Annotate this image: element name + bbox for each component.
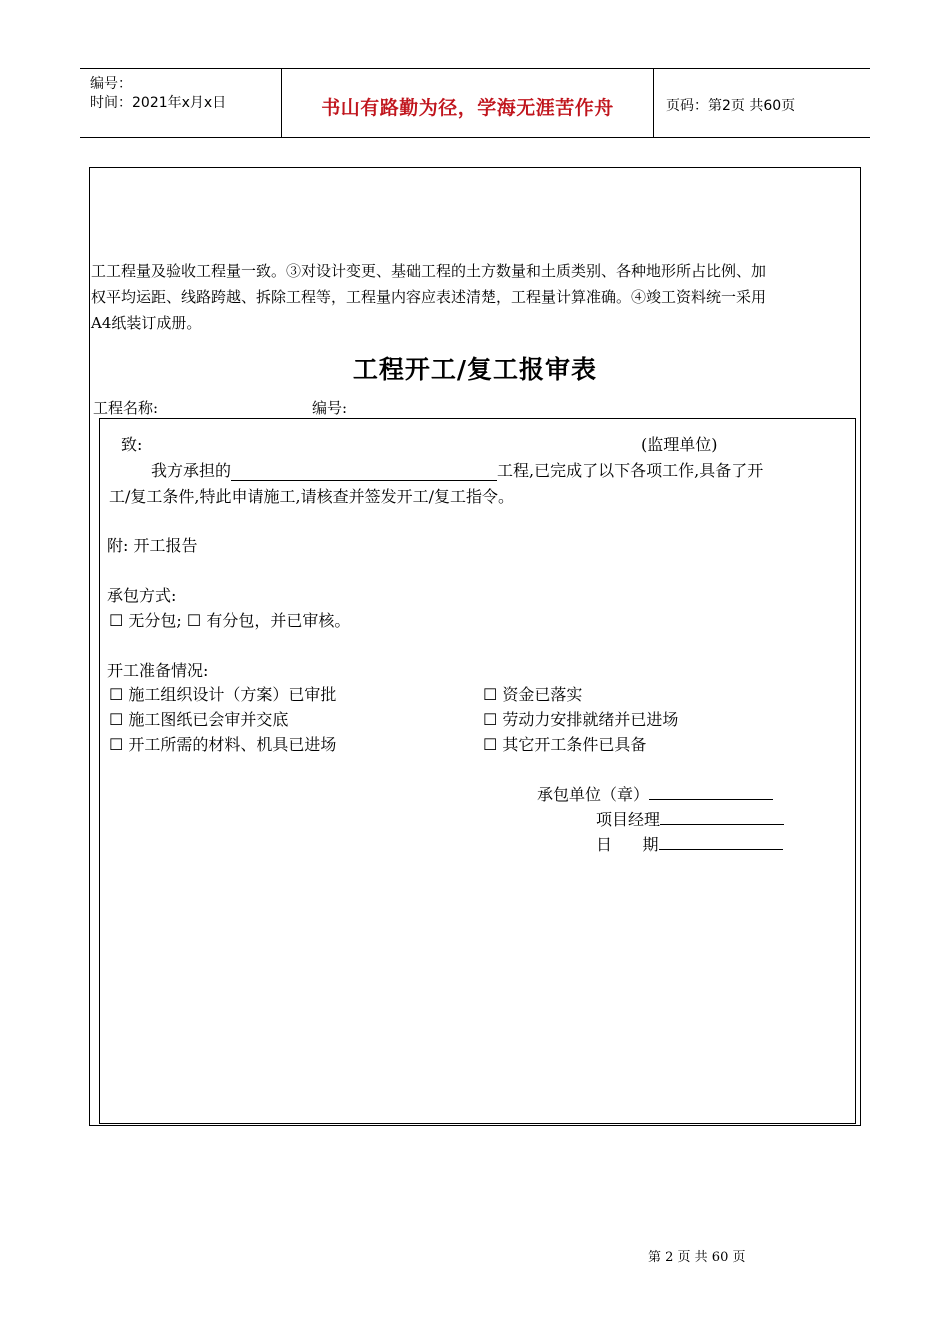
sign-date-line[interactable] [659,833,783,850]
body-prefix: 我方承担的 [151,461,232,480]
to-label: 致: [121,435,143,454]
body-line-2: 工/复工条件,特此申请施工,请核查并签发开工/复工指令。 [109,487,514,506]
prep-item-materials[interactable]: ☐ 开工所需的材料、机具已进场 [109,735,337,754]
header-number-label: 编号： [90,76,132,92]
sign-unit-line[interactable] [649,783,773,800]
prep-label: 开工准备情况: [107,661,209,680]
form-number-label: 编号: [312,399,348,417]
sign-unit-row [537,782,773,805]
page-footer: 第 2 页 共 60 页 [648,1250,746,1265]
header-left-cell [80,69,282,137]
sign-manager-row [596,807,784,830]
contract-label: 承包方式: [107,586,177,605]
sign-date-label: 日 期 [596,835,659,854]
intro-line-2: 权平均运距、线路跨越、拆除工程等，工程量内容应表述清楚，工程量计算准确。④竣工资料统一采用 [91,288,767,306]
project-blank-line[interactable] [231,461,497,481]
sign-manager-label: 项目经理 [596,810,661,829]
header-page-info: 页码：第2页 共60页 [666,98,796,114]
sign-unit-label: 承包单位（章） [537,785,650,804]
supervisor-label: (监理单位) [641,435,718,454]
header-right-cell [654,69,870,137]
sign-manager-line[interactable] [660,808,784,825]
prep-item-design[interactable]: ☐ 施工组织设计（方案）已审批 [109,685,337,704]
header-time-label: 时间：2021年x月x日 [90,95,227,111]
page-header [80,68,870,138]
form-box [99,418,856,1124]
body-line-1 [151,458,763,481]
intro-paragraph [91,258,883,336]
prep-item-other[interactable]: ☐ 其它开工条件已具备 [483,735,647,754]
form-title: 工程开工/复工报审表 [352,355,598,384]
sign-date-row [596,832,783,855]
body-suffix: 工程,已完成了以下各项工作,具备了开 [497,461,764,480]
contract-options[interactable]: ☐ 无分包; ☐ 有分包，并已审核。 [109,611,351,630]
attachment-label: 附: 开工报告 [107,536,198,555]
prep-item-funds[interactable]: ☐ 资金已落实 [483,685,583,704]
prep-item-drawings[interactable]: ☐ 施工图纸已会审并交底 [109,710,289,729]
prep-item-labor[interactable]: ☐ 劳动力安排就绪并已进场 [483,710,679,729]
header-middle-cell [282,69,654,137]
header-slogan: 书山有路勤为径，学海无涯苦作舟 [321,97,614,119]
intro-line-3: A4纸装订成册。 [91,314,202,332]
intro-line-1: 工工程量及验收工程量一致。③对设计变更、基础工程的土方数量和土质类别、各种地形所占比例、加 [91,262,767,280]
project-name-label: 工程名称: [93,399,159,417]
